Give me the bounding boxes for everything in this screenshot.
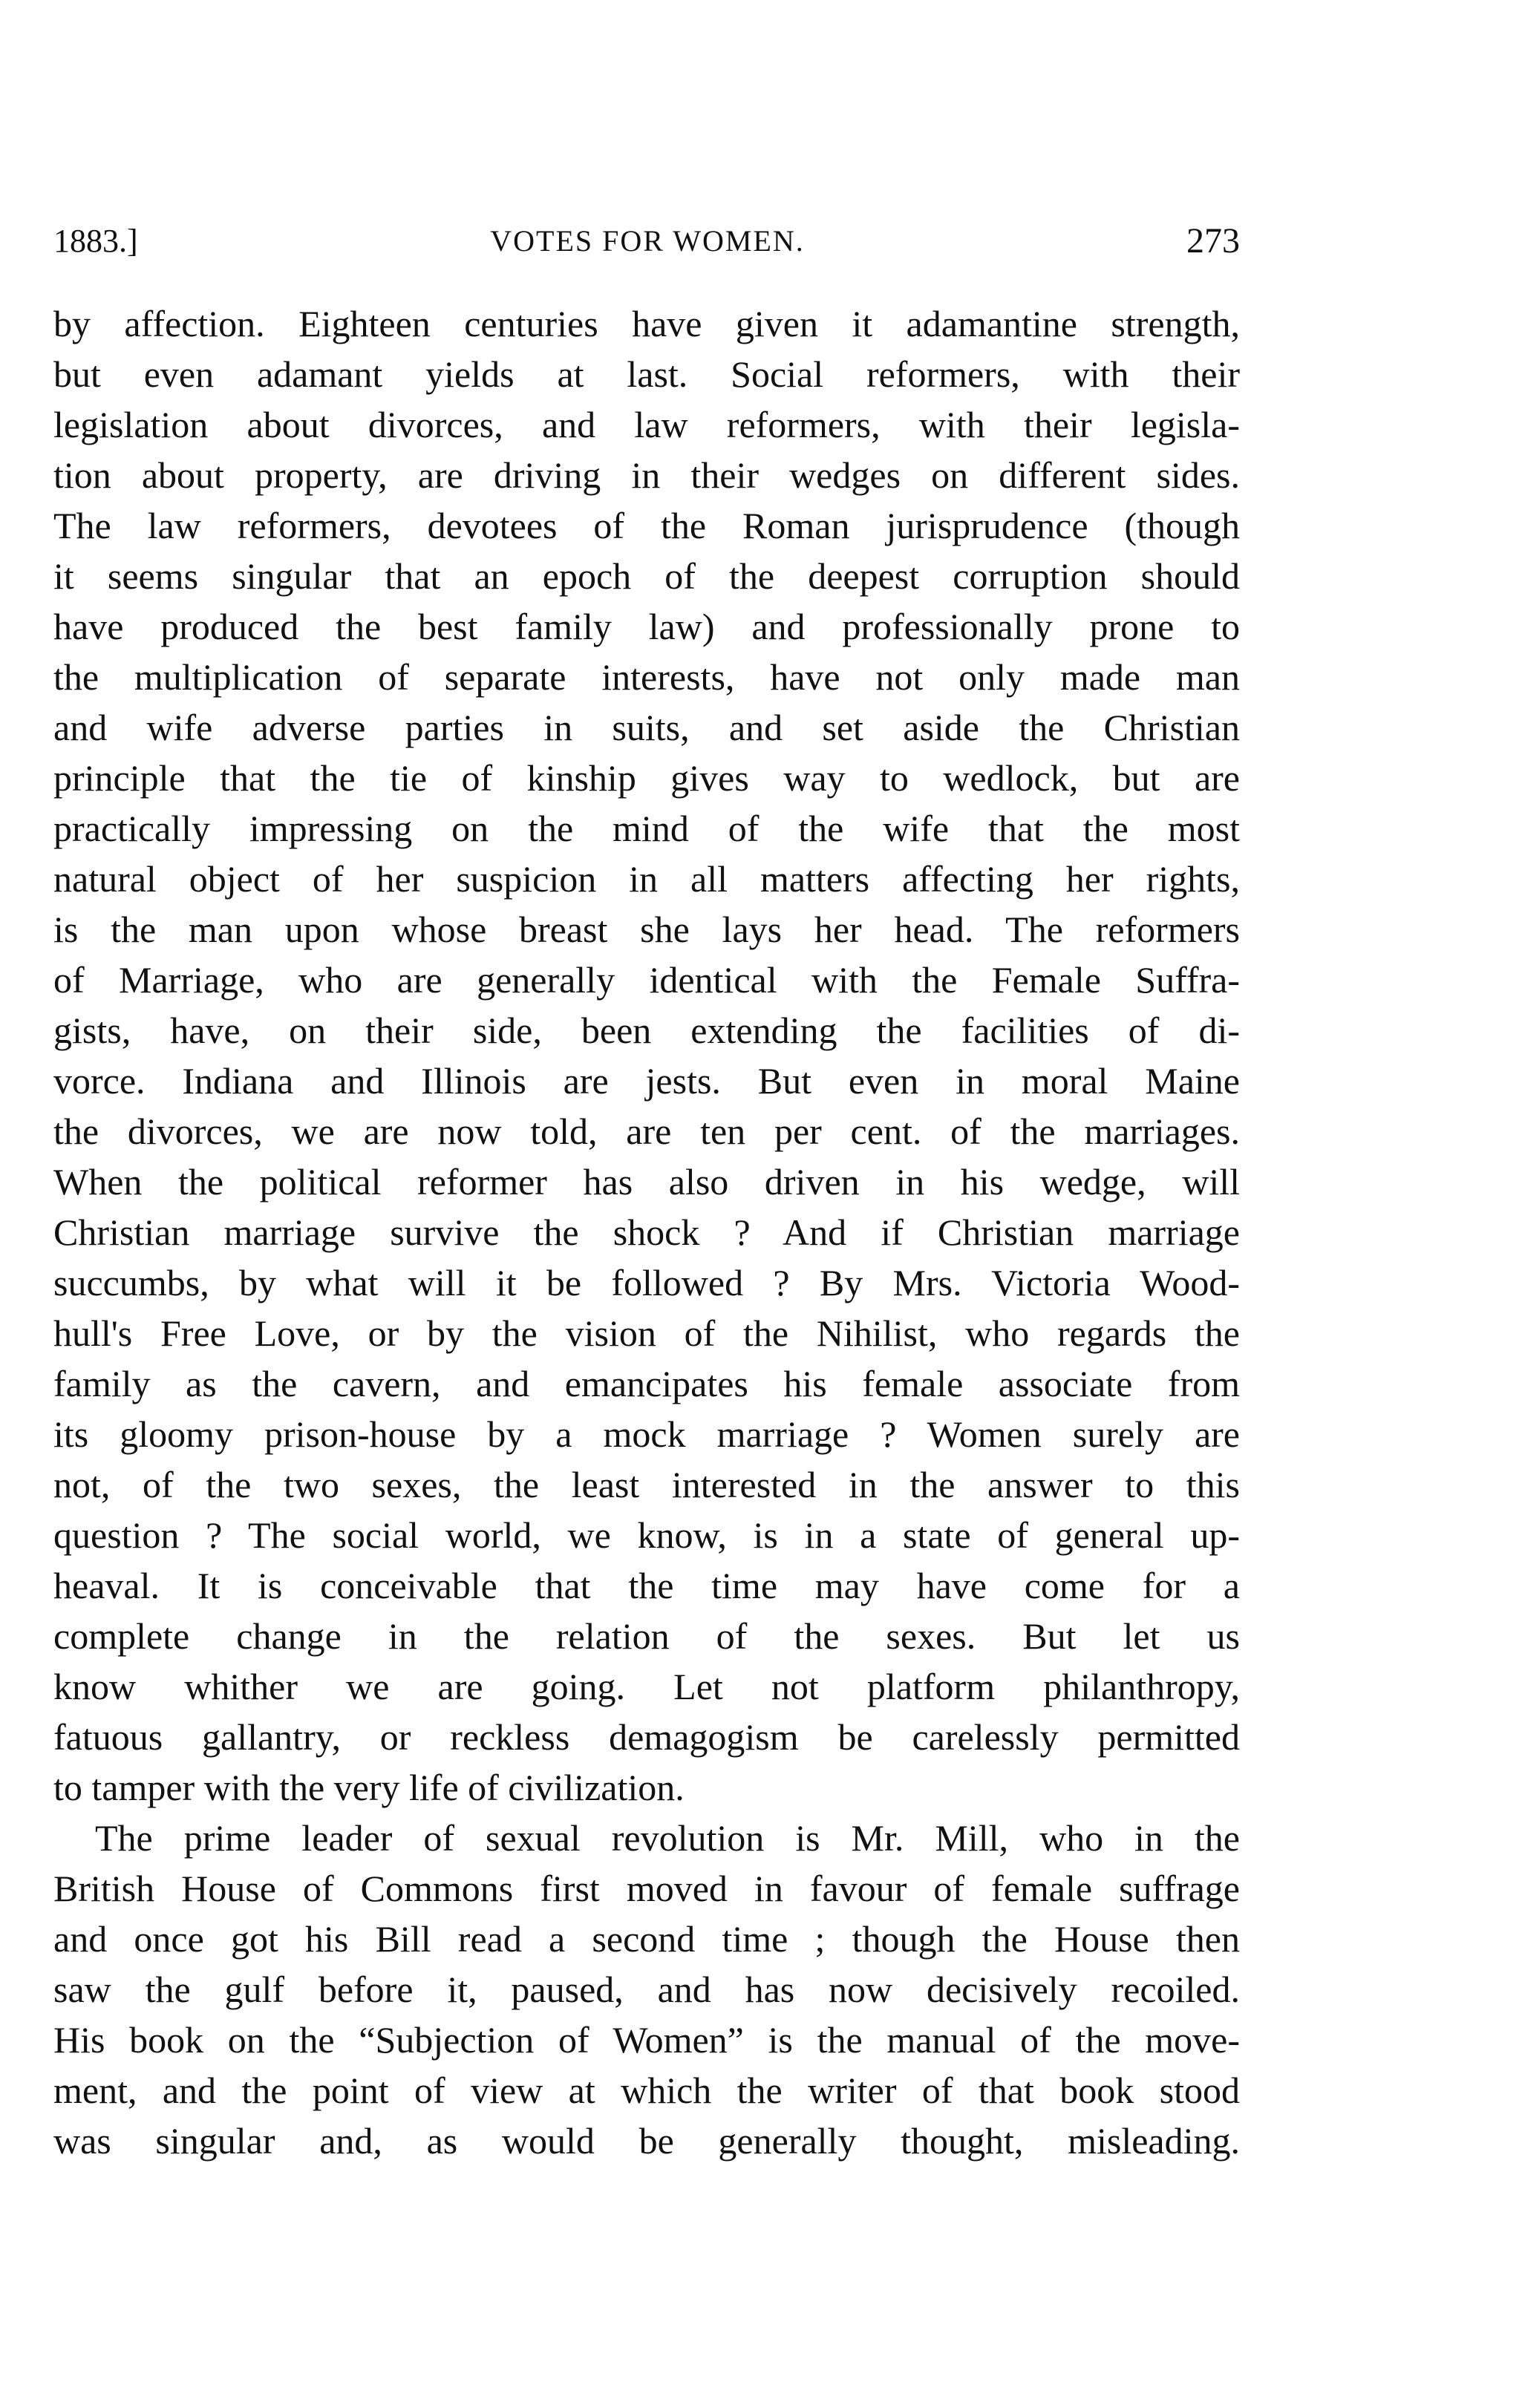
text-line: principle that the tie of kinship gives way to wedlock, but are [53, 757, 1240, 799]
text-line: it seems singular that an epoch of the deepest corruption should [53, 555, 1240, 597]
text-line: was singular and, as would be generally thought, misleading. [53, 2120, 1240, 2162]
text-line: its gloomy prison-house by a mock marriage ? Women surely are [53, 1413, 1240, 1455]
text-line: have produced the best family law) and professionally prone to [53, 606, 1240, 647]
text-line: Christian marriage survive the shock ? And if Christian marriage [53, 1211, 1240, 1253]
paragraph-start-line: The prime leader of sexual revolution is Mr. Mill, who in the [95, 1817, 1240, 1859]
text-line: legislation about divorces, and law reformers, with their legisla- [53, 404, 1240, 445]
text-line: know whither we are going. Let not platform philanthropy, [53, 1666, 1240, 1707]
text-line: question ? The social world, we know, is in a state of general up- [53, 1514, 1240, 1556]
text-line: the divorces, we are now told, are ten per cent. of the marriages. [53, 1110, 1240, 1152]
text-line: complete change in the relation of the sexes. But let us [53, 1615, 1240, 1657]
text-line: British House of Commons first moved in favour of female suffrage [53, 1868, 1240, 1909]
text-line: hull's Free Love, or by the vision of the Nihilist, who regards the [53, 1312, 1240, 1354]
text-line: tion about property, are driving in their wedges on different sides. [53, 454, 1240, 496]
text-line: of Marriage, who are generally identical with the Female Suffra- [53, 959, 1240, 1001]
text-line: natural object of her suspicion in all matters affecting her rights, [53, 858, 1240, 900]
text-line: and once got his Bill read a second time ; though the House then [53, 1918, 1240, 1960]
text-line: but even adamant yields at last. Social reformers, with their [53, 353, 1240, 395]
text-line: fatuous gallantry, or reckless demagogism be carelessly permitted [53, 1716, 1240, 1758]
text-line: heaval. It is conceivable that the time may have come for a [53, 1565, 1240, 1606]
text-line: by affection. Eighteen centuries have given it adamantine strength, [53, 303, 1240, 344]
page-number: 273 [1186, 221, 1240, 261]
text-line: and wife adverse parties in suits, and set aside the Christian [53, 707, 1240, 748]
text-line: When the political reformer has also driven in his wedge, will [53, 1161, 1240, 1203]
text-line: His book on the “Subjection of Women” is the manual of the move- [53, 2019, 1240, 2061]
running-head [53, 215, 1240, 267]
text-line: practically impressing on the mind of the wife that the most [53, 808, 1240, 849]
text-line: is the man upon whose breast she lays her head. The reformers [53, 909, 1240, 950]
text-line: the multiplication of separate interests, have not only made man [53, 656, 1240, 698]
text-line: vorce. Indiana and Illinois are jests. But even in moral Maine [53, 1060, 1240, 1102]
text-line: succumbs, by what will it be followed ? By Mrs. Victoria Wood- [53, 1262, 1240, 1303]
body-text [53, 298, 1240, 2166]
text-line: not, of the two sexes, the least interested in the answer to this [53, 1464, 1240, 1505]
header-year: 1883.] [53, 223, 138, 259]
text-line: The law reformers, devotees of the Roman jurisprudence (though [53, 505, 1240, 546]
text-line: ment, and the point of view at which the writer of that book stood [53, 2070, 1240, 2111]
header-title: VOTES FOR WOMEN. [490, 224, 805, 258]
paragraph-end-line: to tamper with the very life of civilization. [53, 1767, 685, 1808]
text-line: saw the gulf before it, paused, and has now decisively recoiled. [53, 1969, 1240, 2010]
text-line: family as the cavern, and emancipates his female associate from [53, 1363, 1240, 1404]
text-line: gists, have, on their side, been extending the facilities of di- [53, 1010, 1240, 1051]
